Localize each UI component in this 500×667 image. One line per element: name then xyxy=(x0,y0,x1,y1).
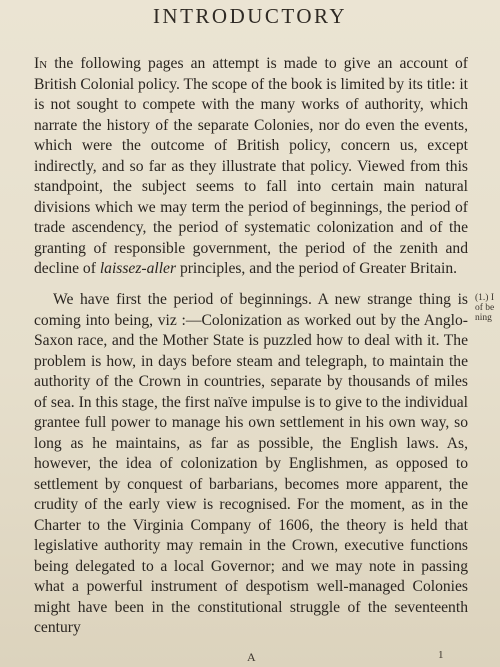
paragraph-1-text-end: principles, and the period of Greater Britain. xyxy=(176,260,458,277)
margin-note-line-2: of be xyxy=(475,303,495,313)
folio-mark: 1 xyxy=(438,649,444,661)
signature-mark: A xyxy=(247,650,256,664)
paragraph-1-italic: laissez-aller xyxy=(99,260,177,277)
margin-note-line-3: ning xyxy=(475,313,492,323)
paragraph-1 xyxy=(34,54,468,280)
margin-note-line-1: (1.) I xyxy=(475,293,494,303)
page-heading: INTRODUCTORY xyxy=(152,4,348,28)
paragraph-1-text: the following pages an attempt is made to give an account of British Colonial policy. The scope of the book is limited by its title: it is not sought to compete with the many works of authority, which narrate the history of the separate Colonies, nor do even the events, which were the outcome of British policy, concern us, except indirectly, and so far as they illustrate that policy. Viewed from this standpoint, the subject seems to fall into certain main natural divisions which we may term the period of beginnings, the period of trade ascendency, the period of systematic colonization and of the granting of responsible government, the period of the zenith and decline of xyxy=(34,55,468,277)
paragraph-2: We have first the period of beginnings. A new strange thing is coming into being, viz :—Colonization as worked out by the Anglo-Saxon race, and the Mother State is puzzled how to deal with it. The problem is how, in days before steam and telegraph, to maintain the authority of the Crown in countries, separate by thousands of miles of sea. In this stage, the first naïve impulse is to give to the individual grantee full power to manage his own settlement in his own way, so long as he maintains, as far as possible, the English laws. As, however, the idea of colonization by Englishmen, as opposed to settlement by conquest of barbarians, becomes more apparent, the crudity of the early view is recognised. For the moment, as in the Charter to the Virginia Company of 1606, the theory is held that legislative authority may remain in the Crown, executive functions being delegated to a local Governor; and we may note in passing what a powerful instrument of despotism well-managed Colonies might have been in the constitutional struggle of the seventeenth century xyxy=(34,291,468,636)
paragraph-initial: In xyxy=(34,55,48,72)
margin-note xyxy=(475,293,500,323)
